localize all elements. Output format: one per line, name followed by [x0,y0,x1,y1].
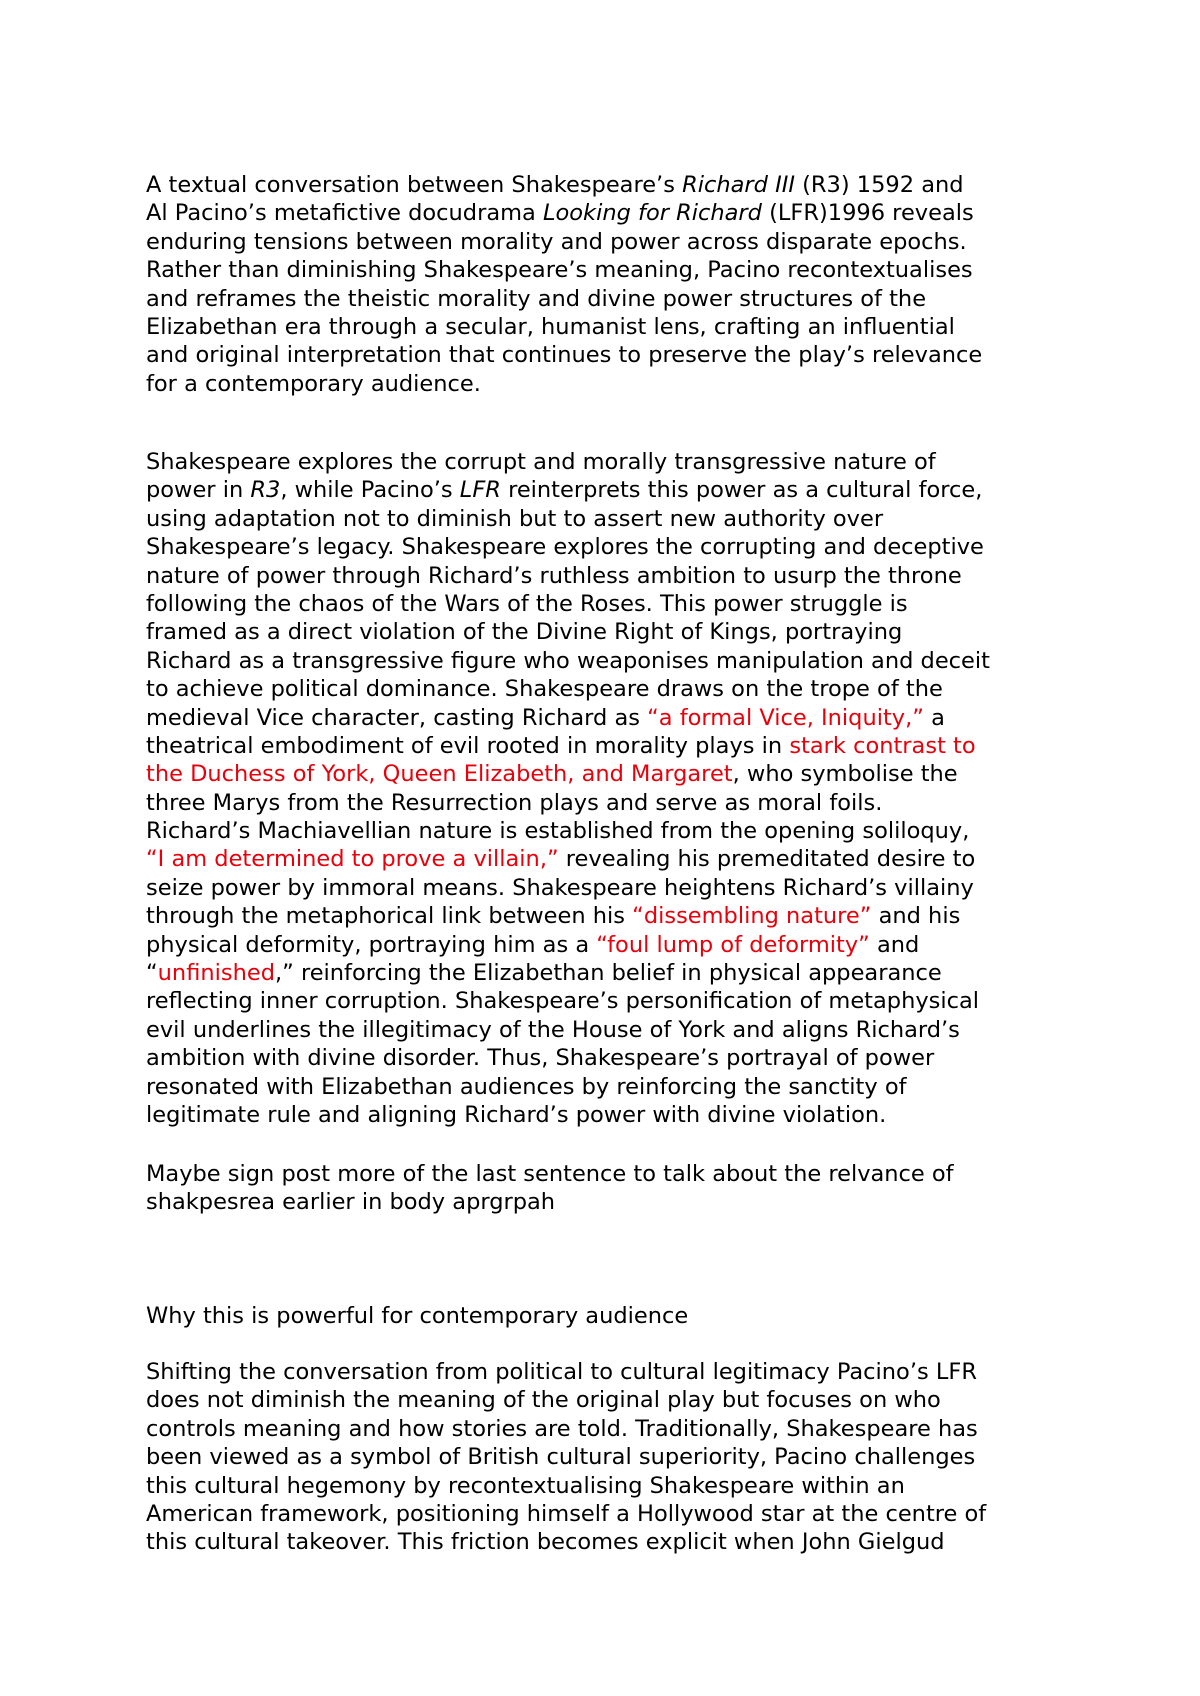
text-line [146,1101,1076,1129]
text-segment: power in [146,477,251,504]
text-line [146,1073,1076,1101]
text-segment: framed as a direct violation of the Divine Right of Kings, portraying [146,619,903,646]
text-segment: and his [871,903,961,930]
highlighted-quote: stark contrast to [789,732,976,759]
text-line [146,1016,1076,1044]
text-segment: controls meaning and how stories are told. Traditionally, Shakespeare has [146,1415,978,1442]
highlighted-quote: “I am determined to prove a villain,” [146,846,559,873]
text-segment: a [923,704,945,731]
text-segment: Shakespeare explores the corrupt and morally transgressive nature of [146,449,936,475]
text-line [146,313,1076,341]
highlighted-quote: “a formal Vice, Iniquity,” [647,704,924,731]
revision-note-paragraph [146,1160,1076,1217]
text-line [146,704,1076,732]
text-segment: and [869,931,920,958]
text-segment: evil underlines the illegitimacy of the House of York and aligns Richard’s [146,1016,960,1043]
text-segment: through the metaphorical link between his [146,903,633,930]
text-line [146,817,1076,845]
text-line [146,874,1076,902]
text-line [146,931,1076,959]
text-segment: this cultural takeover. This friction becomes explicit when John Gielgud [146,1529,945,1556]
text-segment: nature of power through Richard’s ruthless ambition to usurp the throne [146,562,962,589]
text-line [146,505,1076,533]
text-line [146,902,1076,930]
intro-paragraph [146,171,1076,398]
text-line [146,228,1076,256]
text-line [146,675,1076,703]
text-segment: Richard’s Machiavellian nature is established from the opening soliloquy, [146,818,970,845]
text-segment: to achieve political dominance. Shakespeare draws on the trope of the [146,676,943,703]
text-line [146,533,1076,561]
text-segment: reflecting inner corruption. Shakespeare’s personification of metaphysical [146,988,980,1015]
text-line [146,760,1076,788]
text-line [146,590,1076,618]
text-segment: reinterprets this power as a cultural force, [500,477,983,504]
text-segment: resonated with Elizabethan audiences by reinforcing the sanctity of [146,1073,907,1100]
text-segment: , while Pacino’s [280,477,460,504]
body-paragraph [146,448,1076,1129]
text-line [146,845,1076,873]
section-heading [146,1302,1076,1330]
italic-title: Looking for Richard [542,200,762,227]
text-line [146,1443,1076,1471]
text-segment: legitimate rule and aligning Richard’s power with divine violation. [146,1101,887,1128]
text-segment: A textual conversation between Shakespeare’s [146,172,683,198]
text-line [146,448,1076,476]
text-line [146,341,1076,369]
text-segment: theatrical embodiment of evil rooted in morality plays in [146,732,790,759]
text-segment: shakpesrea earlier in body aprgrpah [146,1189,556,1216]
text-line [146,959,1076,987]
text-segment: Why this is powerful for contemporary audience [146,1303,689,1329]
text-line [146,562,1076,590]
text-segment: medieval Vice character, casting Richard as [146,704,648,731]
text-segment: (LFR)1996 reveals [761,200,974,227]
text-line [146,476,1076,504]
text-segment: (R3) 1592 and [794,172,964,198]
text-line [146,370,1076,398]
text-line [146,647,1076,675]
text-segment: this cultural hegemony by recontextualising Shakespeare within an [146,1472,905,1499]
text-segment: for a contemporary audience. [146,370,481,397]
text-segment: Rather than diminishing Shakespeare’s meaning, Pacino recontextualises [146,257,973,284]
text-line [146,789,1076,817]
highlighted-quote: “dissembling nature” [632,903,872,930]
text-line [146,1188,1076,1216]
text-segment: American framework, positioning himself a Hollywood star at the centre of [146,1500,987,1527]
text-segment: Elizabethan era through a secular, humanist lens, crafting an influential [146,313,955,340]
text-segment: using adaptation not to diminish but to assert new authority over [146,505,884,532]
text-segment: does not diminish the meaning of the original play but focuses on who [146,1387,941,1414]
text-segment: seize power by immoral means. Shakespeare heightens Richard’s villainy [146,874,974,901]
text-segment: three Marys from the Resurrection plays and serve as moral foils. [146,789,883,816]
text-line [146,618,1076,646]
text-line [146,199,1076,227]
italic-title: R3 [250,477,281,504]
text-line [146,256,1076,284]
text-segment: and reframes the theistic morality and divine power structures of the [146,285,927,312]
text-line [146,1044,1076,1072]
text-segment: Shifting the conversation from political to cultural legitimacy Pacino’s LFR [146,1359,977,1385]
highlighted-quote: “foul lump of deformity” [596,931,870,958]
text-segment: been viewed as a symbol of British cultural superiority, Pacino challenges [146,1444,976,1471]
text-segment: ,” reinforcing the Elizabethan belief in physical appearance [274,960,942,987]
text-line [146,732,1076,760]
text-segment: “ [146,960,158,987]
text-segment: ambition with divine disorder. Thus, Shakespeare’s portrayal of power [146,1045,935,1072]
text-line [146,1415,1076,1443]
text-line [146,1160,1076,1188]
text-segment: Richard as a transgressive figure who weaponises manipulation and deceit [146,647,990,674]
text-line [146,285,1076,313]
text-line [146,1500,1076,1528]
text-segment: enduring tensions between morality and power across disparate epochs. [146,228,967,255]
text-segment: following the chaos of the Wars of the Roses. This power struggle is [146,590,908,617]
text-segment: physical deformity, portraying him as a [146,931,597,958]
text-line [146,1528,1076,1556]
text-line [146,171,1076,199]
text-line [146,1302,1076,1330]
text-segment: revealing his premeditated desire to [558,846,976,873]
text-line [146,987,1076,1015]
text-line [146,1386,1076,1414]
closing-paragraph [146,1358,1076,1557]
text-segment: and original interpretation that continues to preserve the play’s relevance [146,342,983,369]
text-line [146,1358,1076,1386]
text-line [146,1472,1076,1500]
text-segment: Maybe sign post more of the last sentence to talk about the relvance of [146,1161,954,1187]
italic-title: Richard III [682,172,795,198]
italic-title: LFR [459,477,501,504]
highlighted-quote: unfinished [157,960,275,987]
text-segment: , who symbolise the [732,761,958,788]
text-segment: Shakespeare’s legacy. Shakespeare explores the corrupting and deceptive [146,534,984,561]
highlighted-quote: the Duchess of York, Queen Elizabeth, and Margaret [146,761,733,788]
text-segment: Al Pacino’s metafictive docudrama [146,200,543,227]
